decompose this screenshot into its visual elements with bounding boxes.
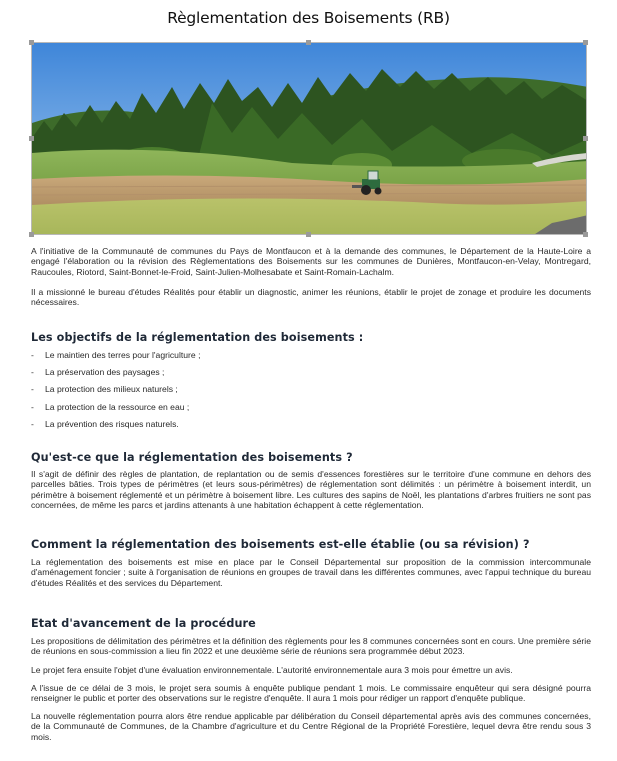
resize-handle-top[interactable]	[306, 40, 311, 45]
header-photo[interactable]	[31, 42, 587, 235]
what-paragraph: Il s'agit de définir des règles de plantation, de replantation ou de semis d'essences forestières sur le territoire d'une commune en dehors des parcelles bâties. Trois types de périmètres (et leurs sous-périmètres) de réglementation sont délimités : un périmètre à boisement interdit, un périmètre à boisement réglementé et un périmètre à boisement libre. Les cultures des sapins de Noël, les plantations d'arbres fruitiers ne sont pas concernées, de même les parcs et jardins attenants à une habitation échappent à cette réglementation.	[31, 469, 591, 510]
status-paragraph-4: La nouvelle réglementation pourra alors être rendue applicable par délibération du Conseil départemental après avis des communes concernées, de la Communauté de Communes, de la Chambre d'agriculture et du Centre Régional de la Propriété Forestière, lequel devra être rendu sous 3 mois.	[31, 711, 591, 742]
resize-handle-left[interactable]	[29, 136, 34, 141]
resize-handle-top-left[interactable]	[29, 40, 34, 45]
status-paragraph-3: A l'issue de ce délai de 3 mois, le projet sera soumis à enquête publique pendant 1 mois. Le commissaire enquêteur qui sera désigné pourra renseigner le public et porter des observations sur le registre d'enquête. Il aura 1 mois pour rédiger un rapport d'enquête publique.	[31, 683, 591, 704]
resize-handle-bottom[interactable]	[306, 232, 311, 237]
list-bullet: -	[31, 401, 34, 412]
status-heading: Etat d'avancement de la procédure	[31, 617, 256, 630]
list-item-text: La préservation des paysages ;	[45, 367, 165, 378]
list-item	[31, 347, 591, 364]
list-item	[31, 416, 591, 433]
page-title: Règlementation des Boisements (RB)	[167, 9, 450, 27]
list-item-text: Le maintien des terres pour l'agriculture ;	[45, 350, 201, 360]
intro-paragraph-1: A l'initiative de la Communauté de communes du Pays de Montfaucon et à la demande des communes, le Département de la Haute-Loire a engagé l'élaboration ou la révision des Règlementations des Boisements sur les communes de Dunières, Montfaucon-en-Velay, Montregard, Raucoules, Riotord, Saint-Bonnet-le-Froid, Saint-Julien-Molhesabate et Saint-Romain-Lachalm.	[31, 246, 591, 277]
list-bullet: -	[31, 384, 34, 395]
list-bullet: -	[31, 418, 34, 429]
what-heading: Qu'est-ce que la réglementation des boisements ?	[31, 451, 353, 464]
how-paragraph: La réglementation des boisements est mise en place par le Conseil Départemental sur proposition de la commission intercommunale d'aménagement foncier ; suite à l'organisation de réunions en groupes de travail dans les différentes communes, avec l'appui technique du bureau d'études Réalités et des services du Département.	[31, 557, 591, 588]
how-heading: Comment la réglementation des boisements est-elle établie (ou sa révision) ?	[31, 538, 530, 551]
resize-handle-bottom-right[interactable]	[583, 232, 588, 237]
list-item-text: La prévention des risques naturels.	[45, 418, 179, 429]
list-item-text: La protection des milieux naturels ;	[45, 384, 178, 395]
status-paragraph-2: Le projet fera ensuite l'objet d'une évaluation environnementale. L'autorité environnementale aura 3 mois pour émettre un avis.	[31, 665, 513, 675]
list-bullet: -	[31, 367, 34, 378]
list-bullet: -	[31, 350, 34, 360]
resize-handle-top-right[interactable]	[583, 40, 588, 45]
list-item-text: La protection de la ressource en eau ;	[45, 401, 190, 412]
resize-handle-right[interactable]	[583, 136, 588, 141]
tractor-field-photo	[32, 43, 587, 235]
list-item	[31, 381, 591, 398]
list-item	[31, 364, 591, 381]
list-item	[31, 399, 591, 416]
intro-paragraph-2: Il a missionné le bureau d'études Réalités pour établir un diagnostic, animer les réunions, établir le projet de zonage et produire les documents nécessaires.	[31, 287, 591, 308]
resize-handle-bottom-left[interactable]	[29, 232, 34, 237]
status-paragraph-1: Les propositions de délimitation des périmètres et la définition des règlements pour les 8 communes concernées sont en cours. Une première série de réunions en sous-commission a lieu fin 2022 et une deuxième série de réunions sera programmée début 2023.	[31, 636, 591, 657]
objectives-list	[31, 347, 591, 433]
objectives-heading: Les objectifs de la réglementation des boisements :	[31, 331, 364, 344]
